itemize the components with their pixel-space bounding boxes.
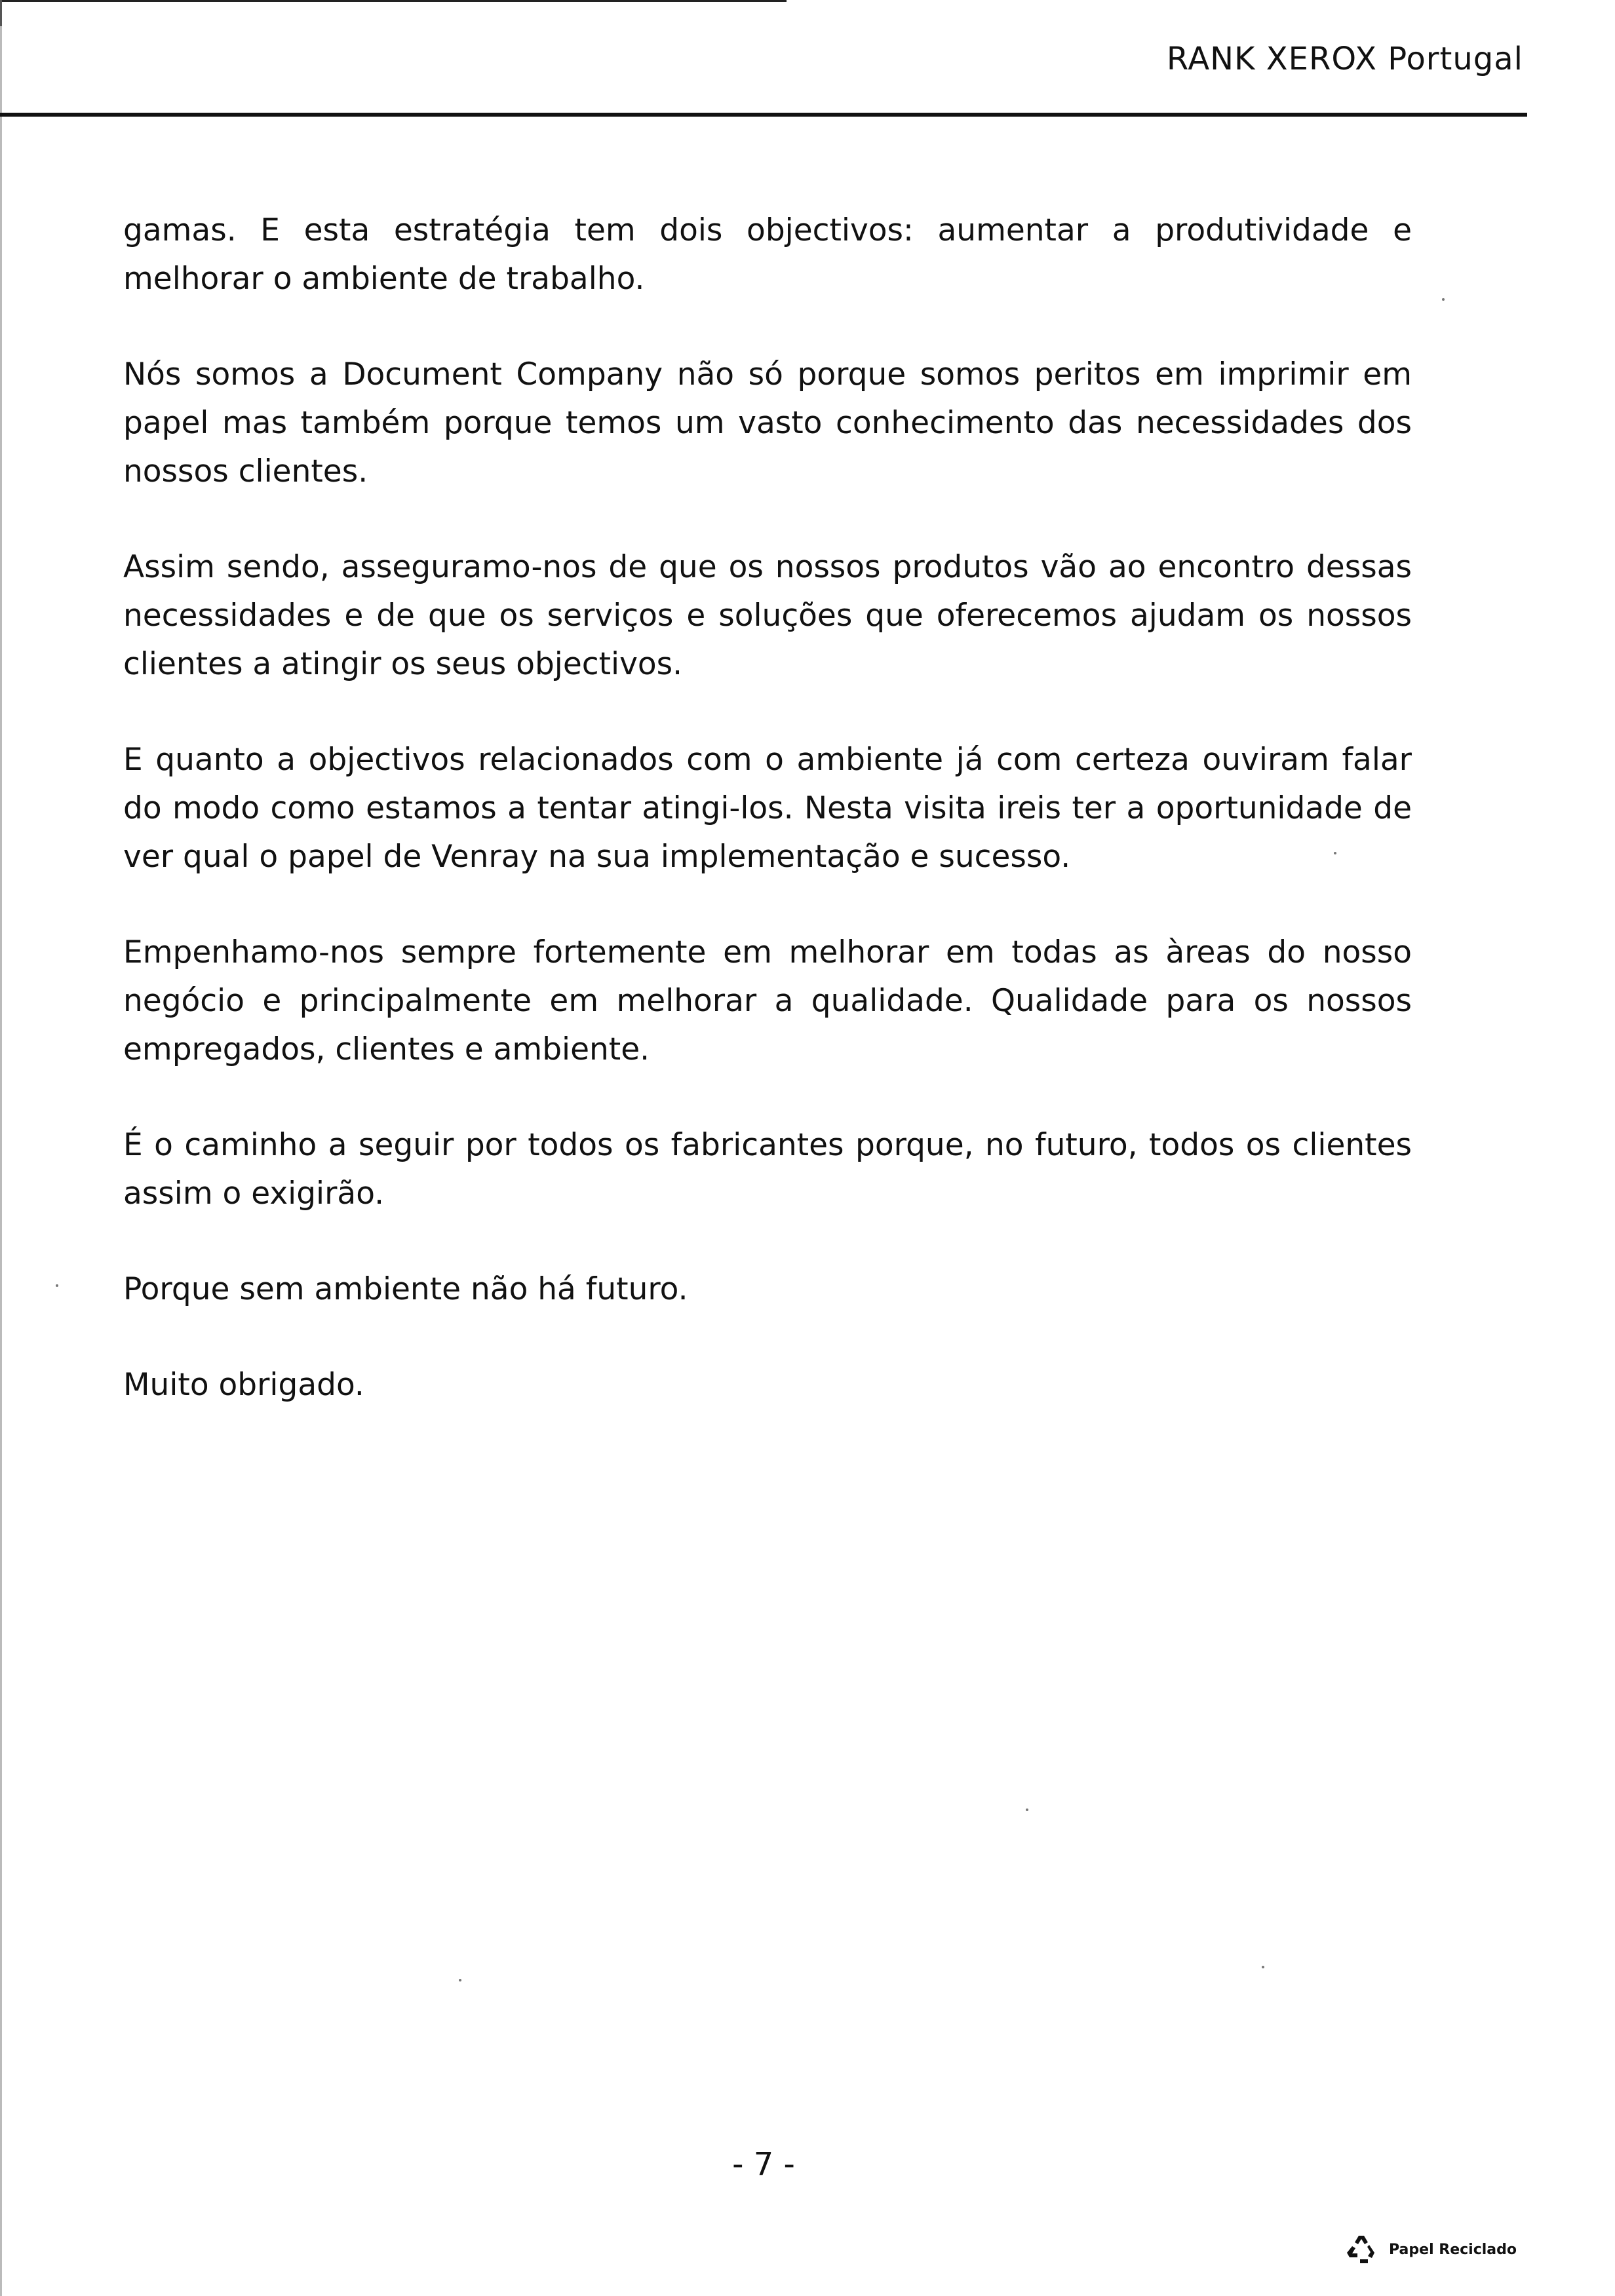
- recycled-paper-mark: [1346, 2234, 1517, 2265]
- scan-speck: [1334, 852, 1336, 854]
- paragraph: É o caminho a seguir por todos os fabricantes porque, no futuro, todos os clientes assim o exigirão.: [123, 1127, 1412, 1212]
- paragraph: E quanto a objectivos relacionados com o ambiente já com certeza ouviram falar do modo como estamos a tentar atingi-los. Nesta visita ireis ter a oportunidade de ver qual o papel de Venray na sua implementação e sucesso.: [123, 742, 1412, 875]
- closing: Muito obrigado.: [123, 1367, 364, 1403]
- paragraph: Assim sendo, asseguramo-nos de que os nossos produtos vão ao encontro dessas necessidades e de que os serviços e soluções que oferecemos ajudam os nossos clientes a atingir os seus objectivos.: [123, 549, 1412, 682]
- scan-top-edge: [0, 0, 787, 2]
- scan-speck: [1026, 1808, 1028, 1811]
- paragraph: Empenhamo-nos sempre fortemente em melhorar em todas as àreas do nosso negócio e principalmente em melhorar a qualidade. Qualidade para os nossos empregados, clientes e ambiente.: [123, 934, 1412, 1067]
- recycled-label: Papel Reciclado: [1389, 2241, 1517, 2258]
- scan-speck: [1442, 298, 1445, 301]
- header-brand: RANK XEROX Portugal: [1166, 41, 1523, 77]
- header-rule: [0, 113, 1527, 117]
- paragraph: Nós somos a Document Company não só porque somos peritos em imprimir em papel mas também porque temos um vasto conhecimento das necessidades dos nossos clientes.: [123, 356, 1412, 489]
- paragraph: gamas. E esta estratégia tem dois objectivos: aumentar a produtividade e melhorar o ambiente de trabalho.: [123, 212, 1412, 297]
- scan-speck: [1262, 1966, 1264, 1968]
- scan-left-edge: [0, 0, 2, 2296]
- page-number: - 7 -: [732, 2146, 795, 2183]
- paragraph: Porque sem ambiente não há futuro.: [123, 1271, 688, 1307]
- recycle-icon: [1346, 2234, 1377, 2265]
- scan-speck: [459, 1979, 461, 1981]
- letter-body: [123, 206, 1412, 1457]
- scan-speck: [56, 1284, 58, 1287]
